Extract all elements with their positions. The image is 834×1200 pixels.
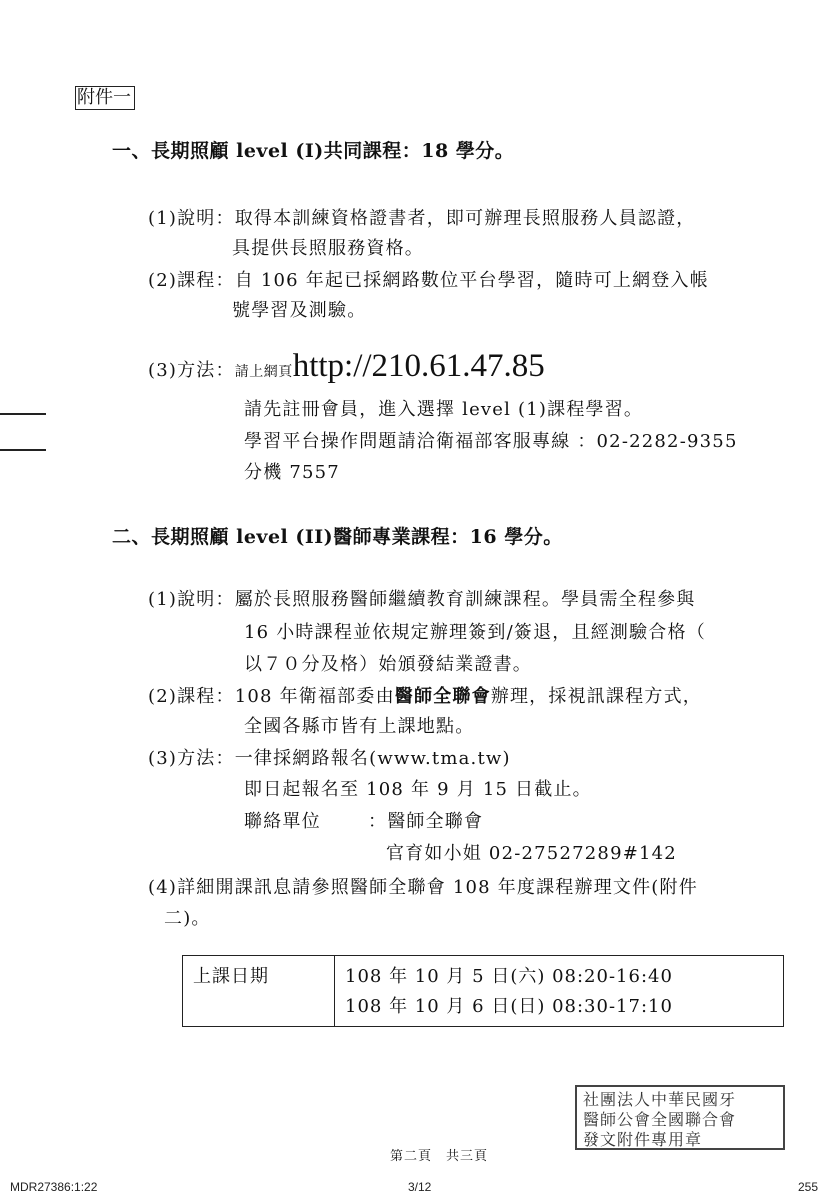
section2-contact-person: 官育如小姐 02-27527289#142 xyxy=(386,843,677,864)
stamp-line2: 醫師公會全國聯合會 xyxy=(583,1110,737,1129)
schedule-label: 上課日期 xyxy=(183,956,335,1027)
section2-course-line2: 全國各縣市皆有上課地點。 xyxy=(244,716,475,737)
attachment-label: 附件一 xyxy=(75,86,135,110)
method-hint: 請上網頁 xyxy=(234,364,293,380)
section1-course-line2: 號學習及測驗。 xyxy=(232,300,367,321)
section2-method-line1: (3)方法：一律採網路報名(www.tma.tw) xyxy=(148,748,511,769)
section2-detail-line1: (4)詳細開課訊息請參照醫師全聯會 108 年度課程辦理文件(附件 xyxy=(148,877,698,898)
footer-doc-id: MDR27386:1:22 xyxy=(10,1180,98,1194)
section1-course-line1: (2)課程：自 106 年起已採網路數位平台學習，隨時可上網登入帳 xyxy=(148,270,709,291)
schedule-date-2: 108 年 10 月 6 日(日) 08:30-17:10 xyxy=(345,996,673,1017)
schedule-dates xyxy=(335,956,784,1027)
course-prefix: (2)課程：108 年衛福部委由 xyxy=(148,686,395,707)
footer-number: 255 xyxy=(798,1180,819,1194)
course-org-bold: 醫師全聯會 xyxy=(394,686,491,707)
margin-mark xyxy=(0,449,46,451)
margin-mark xyxy=(0,413,46,415)
schedule-date-1: 108 年 10 月 5 日(六) 08:20-16:40 xyxy=(345,966,673,987)
section1-method-line3: 學習平台操作問題請洽衛福部客服專線 ：02-2282-9355 xyxy=(244,431,738,452)
section2-detail-line2: 二)。 xyxy=(164,908,211,929)
section2-desc-line3: 以７０分及格）始頒發結業證書。 xyxy=(244,654,532,675)
section1-method-line1 xyxy=(148,348,545,385)
section2-desc-line2: 16 小時課程並依規定辦理簽到/簽退，且經測驗合格（ xyxy=(244,622,706,643)
section1-method-line4: 分機 7557 xyxy=(244,462,340,483)
page-number-label: 第二頁 共三頁 xyxy=(390,1149,489,1164)
section2-method-line2: 即日起報名至 108 年 9 月 15 日截止。 xyxy=(244,779,592,800)
section2-desc-line1: (1)說明：屬於長照服務醫師繼續教育訓練課程。學員需全程參與 xyxy=(148,589,696,610)
section1-heading: 一、長期照顧 level (I)共同課程：18 學分。 xyxy=(112,140,515,162)
section2-course-line1 xyxy=(148,682,702,708)
table-row xyxy=(183,956,784,1027)
stamp-line1: 社團法人中華民國牙 xyxy=(583,1090,737,1109)
section1-method-line2: 請先註冊會員，進入選擇 level (1)課程學習。 xyxy=(244,399,644,420)
section2-contact-org: ：醫師全聯會 xyxy=(368,811,484,832)
section1-desc-line2: 具提供長照服務資格。 xyxy=(232,238,424,259)
method-url: http://210.61.47.85 xyxy=(292,348,545,384)
section1-desc-line1: (1)說明：取得本訓練資格證書者，即可辦理長照服務人員認證， xyxy=(148,208,696,229)
course-suffix: 辦理，採視訊課程方式， xyxy=(490,686,702,707)
schedule-table xyxy=(182,955,784,1027)
section2-heading: 二、長期照顧 level (II)醫師專業課程：16 學分。 xyxy=(112,526,563,548)
stamp-line3: 發文附件專用章 xyxy=(583,1130,703,1149)
official-seal-stamp xyxy=(575,1085,785,1150)
section2-contact-label: 聯絡單位 xyxy=(244,811,321,832)
footer-page-count: 3/12 xyxy=(408,1180,432,1194)
method-prefix: (3)方法： xyxy=(148,360,235,381)
